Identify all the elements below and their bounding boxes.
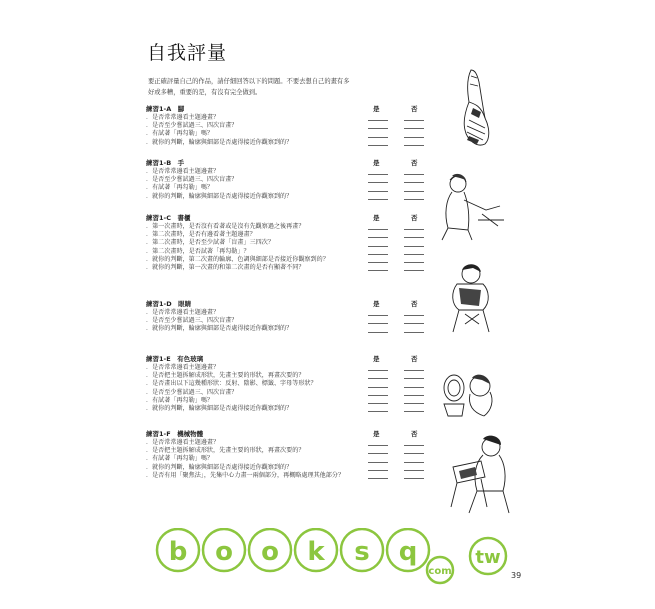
section-heading: 練習1-A 腳 — [146, 105, 185, 113]
question-item: ．是否至少嘗試過三、四次盲畫？ — [146, 122, 361, 130]
question-item: ．是否常常邊看主題邊畫？ — [146, 364, 361, 372]
no-blank[interactable] — [404, 199, 424, 200]
yes-blank[interactable] — [368, 315, 388, 316]
no-label: 否 — [411, 105, 418, 113]
question-item: ．就你的判斷，輪廓與細部是否處得接近你觀察到的？ — [146, 139, 361, 147]
no-label: 否 — [411, 355, 418, 363]
yes-blank[interactable] — [368, 378, 388, 379]
section-heading: 練習1-B 手 — [146, 159, 185, 167]
page-title: 自我評量 — [147, 42, 228, 64]
question-item: ．是否至少嘗試過三、四次盲畫？ — [146, 389, 361, 397]
drawing-hand-person-sketch — [438, 170, 508, 242]
question-item: ．第二次畫時，是否試著「再勾勒」？ — [146, 248, 361, 256]
watermark-letter: k — [307, 537, 325, 567]
question-item: ．第二次畫時，是否至少試著「盲畫」三四次？ — [146, 239, 361, 247]
watermark-tw: tw — [475, 547, 501, 568]
no-blank[interactable] — [404, 445, 424, 446]
intro-paragraph: 要正確評量自己的作品，請仔細回答以下的問題。不要去想自己的畫有多好或多糟，重要的是，有沒有完全做到。 — [148, 78, 350, 96]
question-item: ．是否至少嘗試過三、四次盲畫？ — [146, 317, 361, 325]
section-1d — [146, 299, 446, 334]
foot-sketch-illustration — [455, 68, 495, 150]
question-item: ．是否至少嘗試過三、四次盲畫？ — [146, 176, 361, 184]
yes-blank[interactable] — [368, 323, 388, 324]
no-blank[interactable] — [404, 411, 424, 412]
yes-blank[interactable] — [368, 462, 388, 463]
question-item: ．有試著「再勾勒」嗎？ — [146, 184, 361, 192]
yes-blank[interactable] — [368, 411, 388, 412]
question-item: ．就你的判斷，第一次畫的和第二次畫的是否有顯著不同？ — [146, 264, 361, 272]
no-blank[interactable] — [404, 145, 424, 146]
section-1b — [146, 158, 446, 201]
question-item: ．是否有用「聚焦法」，先集中心力畫一兩個部分，再概略處理其他部分？ — [146, 472, 361, 480]
question-item: ．是否畫出以下這幾種形狀：反射、陰影、標籤、字母等形狀？ — [146, 380, 361, 388]
watermark-letter: o — [261, 537, 279, 567]
no-blank[interactable] — [404, 262, 424, 263]
no-label: 否 — [411, 300, 418, 308]
yes-label: 是 — [373, 430, 380, 438]
no-label: 否 — [411, 430, 418, 438]
yes-label: 是 — [373, 355, 380, 363]
no-label: 否 — [411, 159, 418, 167]
yes-blank[interactable] — [368, 270, 388, 271]
no-blank[interactable] — [404, 237, 424, 238]
yes-blank[interactable] — [368, 478, 388, 479]
watermark-com: com — [428, 566, 452, 577]
yes-blank[interactable] — [368, 403, 388, 404]
yes-blank[interactable] — [368, 395, 388, 396]
no-blank[interactable] — [404, 478, 424, 479]
glass-and-profile-sketch — [440, 370, 498, 420]
section-1f — [146, 429, 446, 480]
question-item: ．第一次畫時，是否沒有看著或是沒有先觀察過之後再畫？ — [146, 223, 361, 231]
no-blank[interactable] — [404, 128, 424, 129]
question-item: ．有試著「再勾勒」嗎？ — [146, 130, 361, 138]
yes-blank[interactable] — [368, 174, 388, 175]
no-blank[interactable] — [404, 332, 424, 333]
watermark-letter: o — [215, 537, 233, 567]
section-1c — [146, 213, 446, 272]
no-label: 否 — [411, 214, 418, 222]
no-blank[interactable] — [404, 387, 424, 388]
question-item: ．是否把主題拆解成形狀，先畫主要的形狀，再畫次要的？ — [146, 372, 361, 380]
watermark-letter: s — [354, 537, 370, 567]
yes-blank[interactable] — [368, 387, 388, 388]
question-item: ．是否常常邊看主題邊畫？ — [146, 114, 361, 122]
question-item: ．有試著「再勾勒」嗎？ — [146, 455, 361, 463]
yes-blank[interactable] — [368, 332, 388, 333]
yes-label: 是 — [373, 300, 380, 308]
yes-blank[interactable] — [368, 128, 388, 129]
question-item: ．是否常常邊看主題邊畫？ — [146, 168, 361, 176]
question-item: ．就你的判斷，輪廓與細部是否處得接近你觀察到的？ — [146, 464, 361, 472]
section-1e — [146, 354, 446, 413]
question-item: ．就你的判斷，輪廓與細部是否處得接近你觀察到的？ — [146, 193, 361, 201]
section-heading: 練習1-F 機械物體 — [146, 430, 204, 438]
section-heading: 練習1-C 書櫃 — [146, 214, 191, 222]
no-blank[interactable] — [404, 246, 424, 247]
question-item: ．就你的判斷，第二次畫的輪廓、色調與細部是否接近你觀察到的？ — [146, 256, 361, 264]
question-item: ．是否常常邊看主題邊畫？ — [146, 439, 361, 447]
page-number: 39 — [511, 571, 522, 580]
yes-label: 是 — [373, 105, 380, 113]
yes-label: 是 — [373, 159, 380, 167]
section-heading: 練習1-D 眼睛 — [146, 300, 192, 308]
no-blank[interactable] — [404, 137, 424, 138]
yes-blank[interactable] — [368, 237, 388, 238]
yes-blank[interactable] — [368, 370, 388, 371]
no-blank[interactable] — [404, 370, 424, 371]
section-1a — [146, 104, 446, 147]
yes-blank[interactable] — [368, 470, 388, 471]
no-blank[interactable] — [404, 315, 424, 316]
no-blank[interactable] — [404, 470, 424, 471]
section-heading: 練習1-E 有色玻璃 — [146, 355, 204, 363]
seated-person-sketch — [443, 262, 503, 338]
question-item: ．就你的判斷，輪廓與細部是否處得接近你觀察到的？ — [146, 325, 361, 333]
no-blank[interactable] — [404, 229, 424, 230]
no-blank[interactable] — [404, 395, 424, 396]
no-blank[interactable] — [404, 182, 424, 183]
yes-blank[interactable] — [368, 120, 388, 121]
question-item: ．第二次畫時，是否有邊看著主題邊畫？ — [146, 231, 361, 239]
yes-blank[interactable] — [368, 145, 388, 146]
yes-blank[interactable] — [368, 262, 388, 263]
yes-blank[interactable] — [368, 229, 388, 230]
no-blank[interactable] — [404, 191, 424, 192]
no-blank[interactable] — [404, 323, 424, 324]
yes-blank[interactable] — [368, 137, 388, 138]
no-blank[interactable] — [404, 403, 424, 404]
no-blank[interactable] — [404, 174, 424, 175]
yes-blank[interactable] — [368, 246, 388, 247]
person-with-machine-sketch — [447, 433, 517, 517]
question-item: ．就你的判斷，輪廓與細部是否處得接近你觀察到的？ — [146, 405, 361, 413]
question-item: ．是否常常邊看主題邊畫？ — [146, 309, 361, 317]
yes-blank[interactable] — [368, 199, 388, 200]
no-blank[interactable] — [404, 120, 424, 121]
yes-blank[interactable] — [368, 453, 388, 454]
yes-blank[interactable] — [368, 191, 388, 192]
yes-blank[interactable] — [368, 254, 388, 255]
question-item: ．有試著「再勾勒」嗎？ — [146, 397, 361, 405]
watermark-letter: b — [168, 537, 188, 567]
yes-label: 是 — [373, 214, 380, 222]
no-blank[interactable] — [404, 453, 424, 454]
no-blank[interactable] — [404, 254, 424, 255]
question-item: ．是否把主題拆解成形狀，先畫主要的形狀，再畫次要的？ — [146, 447, 361, 455]
bookscom-tw-watermark — [148, 528, 528, 588]
watermark-letter: q — [398, 537, 418, 567]
yes-blank[interactable] — [368, 182, 388, 183]
no-blank[interactable] — [404, 462, 424, 463]
no-blank[interactable] — [404, 378, 424, 379]
no-blank[interactable] — [404, 270, 424, 271]
yes-blank[interactable] — [368, 445, 388, 446]
